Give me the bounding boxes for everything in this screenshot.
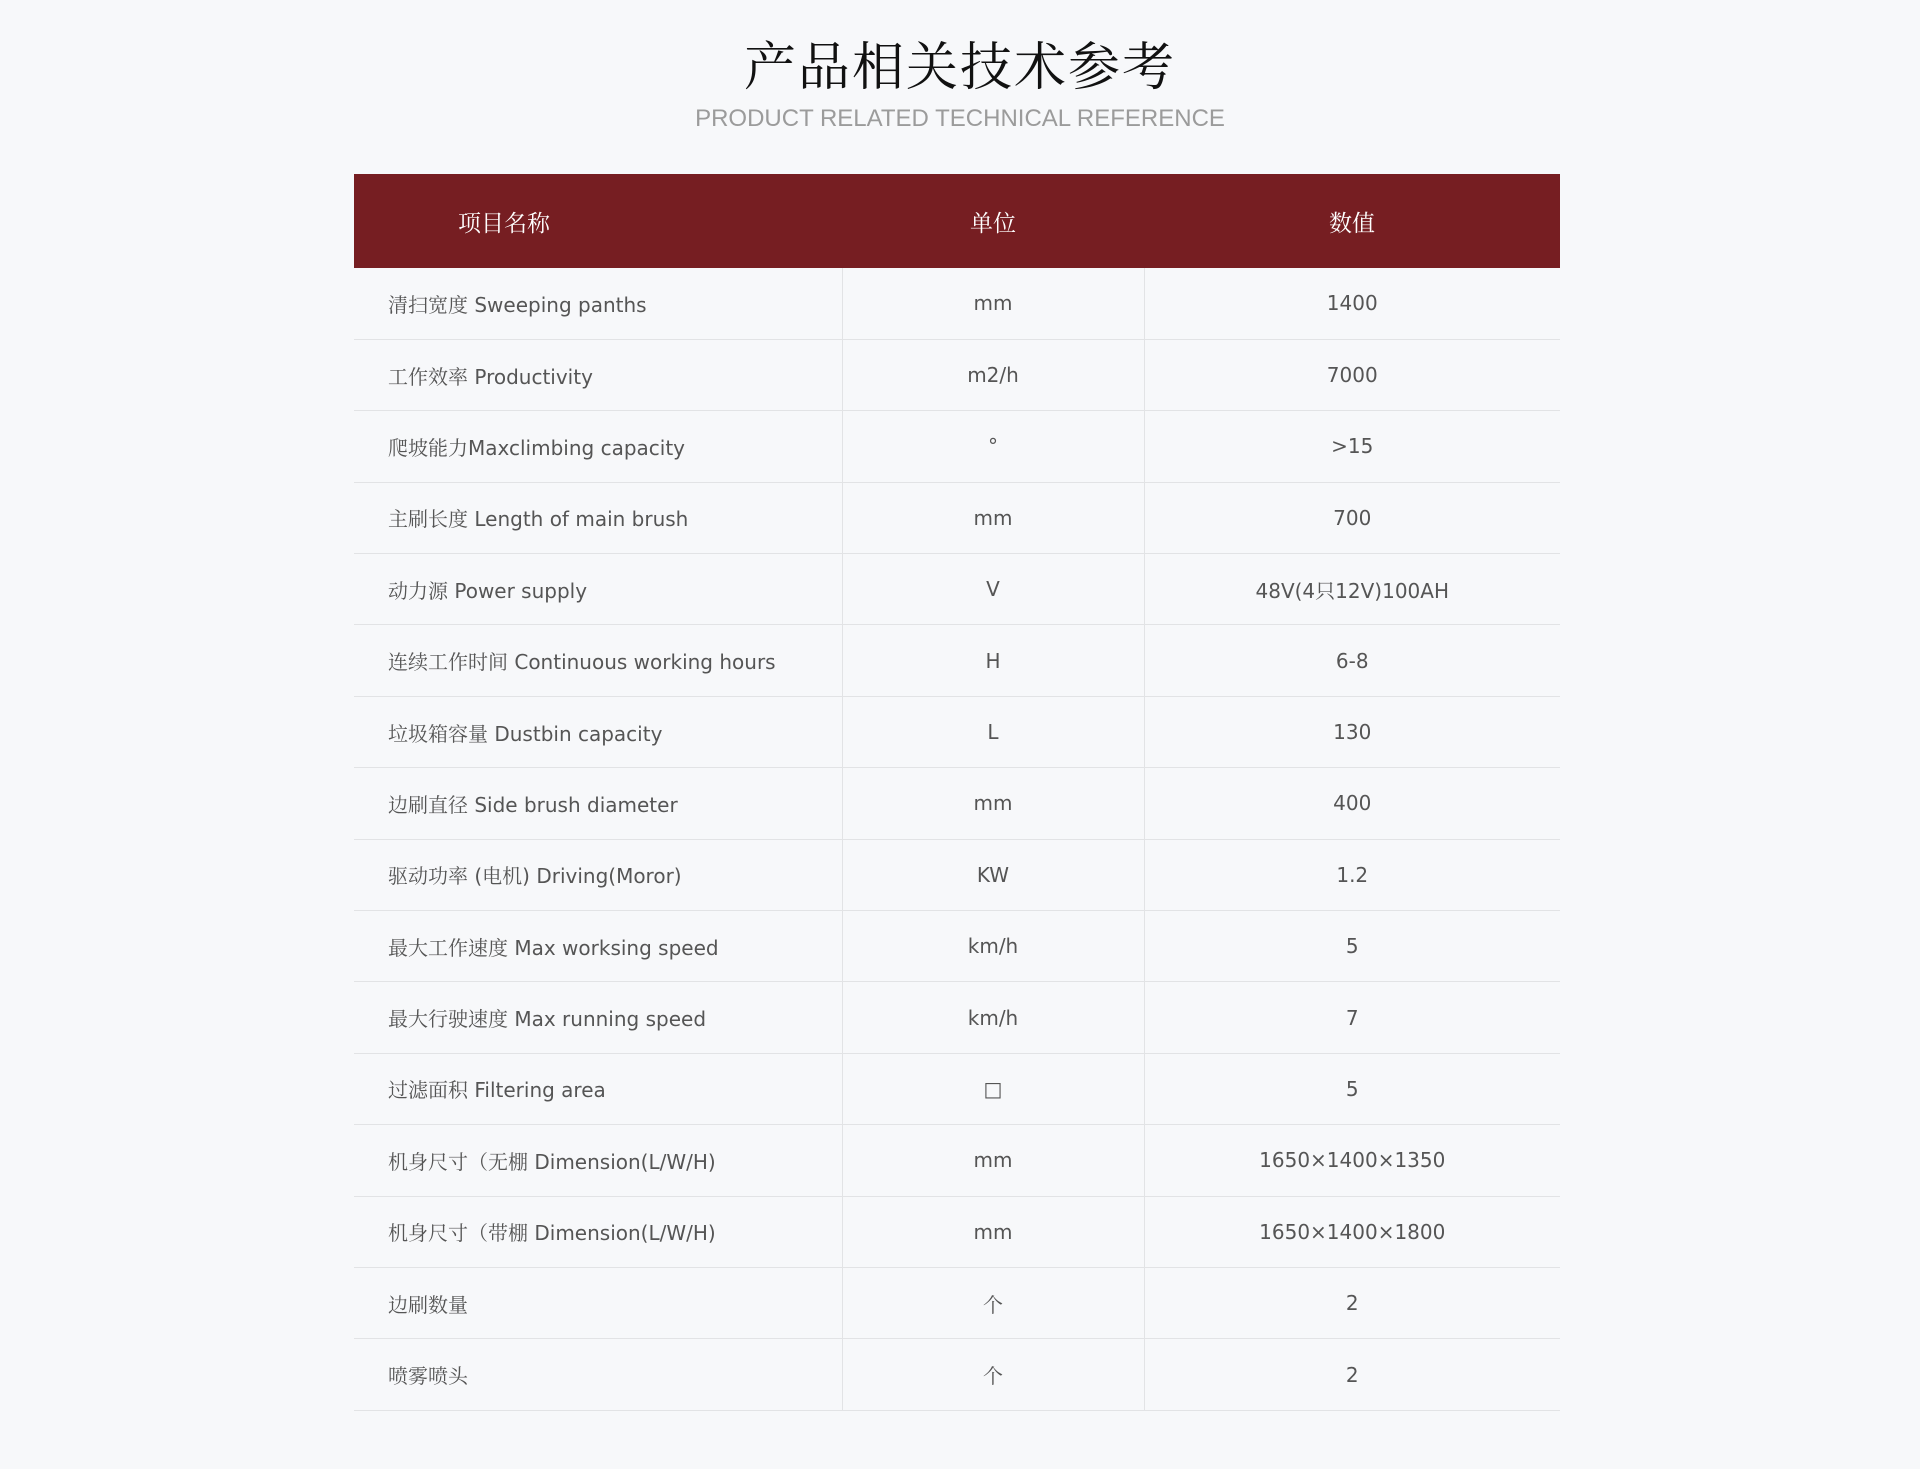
item-cell: 主刷长度 Length of main brush (354, 482, 842, 553)
table-row (354, 482, 1560, 553)
item-cell: 边刷直径 Side brush diameter (354, 768, 842, 839)
spec-table-header (354, 174, 1560, 268)
table-row (354, 411, 1560, 482)
value-cell: 48V(4只12V)100AH (1144, 554, 1560, 625)
unit-cell: V (842, 554, 1144, 625)
value-cell: 130 (1144, 696, 1560, 767)
value-cell: 2 (1144, 1267, 1560, 1338)
item-cell: 垃圾箱容量 Dustbin capacity (354, 696, 842, 767)
table-row (354, 1053, 1560, 1124)
unit-cell: mm (842, 768, 1144, 839)
table-row (354, 696, 1560, 767)
item-cell: 连续工作时间 Continuous working hours (354, 625, 842, 696)
unit-cell: H (842, 625, 1144, 696)
value-cell: 7 (1144, 982, 1560, 1053)
item-cell: 最大工作速度 Max worksing speed (354, 911, 842, 982)
unit-cell: 个 (842, 1267, 1144, 1338)
item-cell: 喷雾喷头 (354, 1339, 842, 1410)
item-cell: 驱动功率 (电机) Driving(Moror) (354, 839, 842, 910)
page-title: 产品相关技术参考 (743, 38, 1176, 98)
unit-cell: km/h (842, 982, 1144, 1053)
unit-cell: km/h (842, 911, 1144, 982)
unit-cell: mm (842, 1196, 1144, 1267)
value-cell: 1650×1400×1350 (1144, 1125, 1560, 1196)
value-cell: 400 (1144, 768, 1560, 839)
table-row (354, 1267, 1560, 1338)
unit-cell: mm (842, 268, 1144, 339)
column-header-unit: 单位 (970, 210, 1016, 237)
table-row (354, 1196, 1560, 1267)
table-row (354, 554, 1560, 625)
value-cell: 5 (1144, 911, 1560, 982)
item-cell: 机身尺寸（带棚 Dimension(L/W/H) (354, 1196, 842, 1267)
item-cell: 机身尺寸（无棚 Dimension(L/W/H) (354, 1125, 842, 1196)
item-cell: 清扫宽度 Sweeping panths (354, 268, 842, 339)
item-cell: 最大行驶速度 Max running speed (354, 982, 842, 1053)
value-cell: 6-8 (1144, 625, 1560, 696)
item-cell: 边刷数量 (354, 1267, 842, 1338)
table-row (354, 268, 1560, 339)
item-cell: 爬坡能力Maxclimbing capacity (354, 411, 842, 482)
item-cell: 过滤面积 Filtering area (354, 1053, 842, 1124)
table-row (354, 839, 1560, 910)
table-row (354, 768, 1560, 839)
value-cell: 5 (1144, 1053, 1560, 1124)
unit-cell: mm (842, 1125, 1144, 1196)
table-row (354, 625, 1560, 696)
unit-cell: □ (842, 1053, 1144, 1124)
table-row (354, 911, 1560, 982)
unit-cell: 个 (842, 1339, 1144, 1410)
unit-cell: KW (842, 839, 1144, 910)
unit-cell: mm (842, 482, 1144, 553)
table-row (354, 1125, 1560, 1196)
section-heading (0, 32, 1920, 134)
item-cell: 工作效率 Productivity (354, 339, 842, 410)
value-cell: 1650×1400×1800 (1144, 1196, 1560, 1267)
spec-table-body (354, 268, 1560, 1410)
unit-cell: L (842, 696, 1144, 767)
page-subtitle: PRODUCT RELATED TECHNICAL REFERENCE (695, 105, 1225, 132)
table-row (354, 339, 1560, 410)
item-cell: 动力源 Power supply (354, 554, 842, 625)
value-cell: 2 (1144, 1339, 1560, 1410)
column-header-value: 数值 (1329, 210, 1375, 237)
value-cell: 1400 (1144, 268, 1560, 339)
value-cell: 7000 (1144, 339, 1560, 410)
header-row (354, 174, 1560, 268)
table-row (354, 982, 1560, 1053)
value-cell: 1.2 (1144, 839, 1560, 910)
value-cell: >15 (1144, 411, 1560, 482)
unit-cell: ° (842, 411, 1144, 482)
table-row (354, 1339, 1560, 1410)
column-header-item: 项目名称 (458, 210, 550, 237)
unit-cell: m2/h (842, 339, 1144, 410)
value-cell: 700 (1144, 482, 1560, 553)
spec-table (354, 174, 1560, 1411)
